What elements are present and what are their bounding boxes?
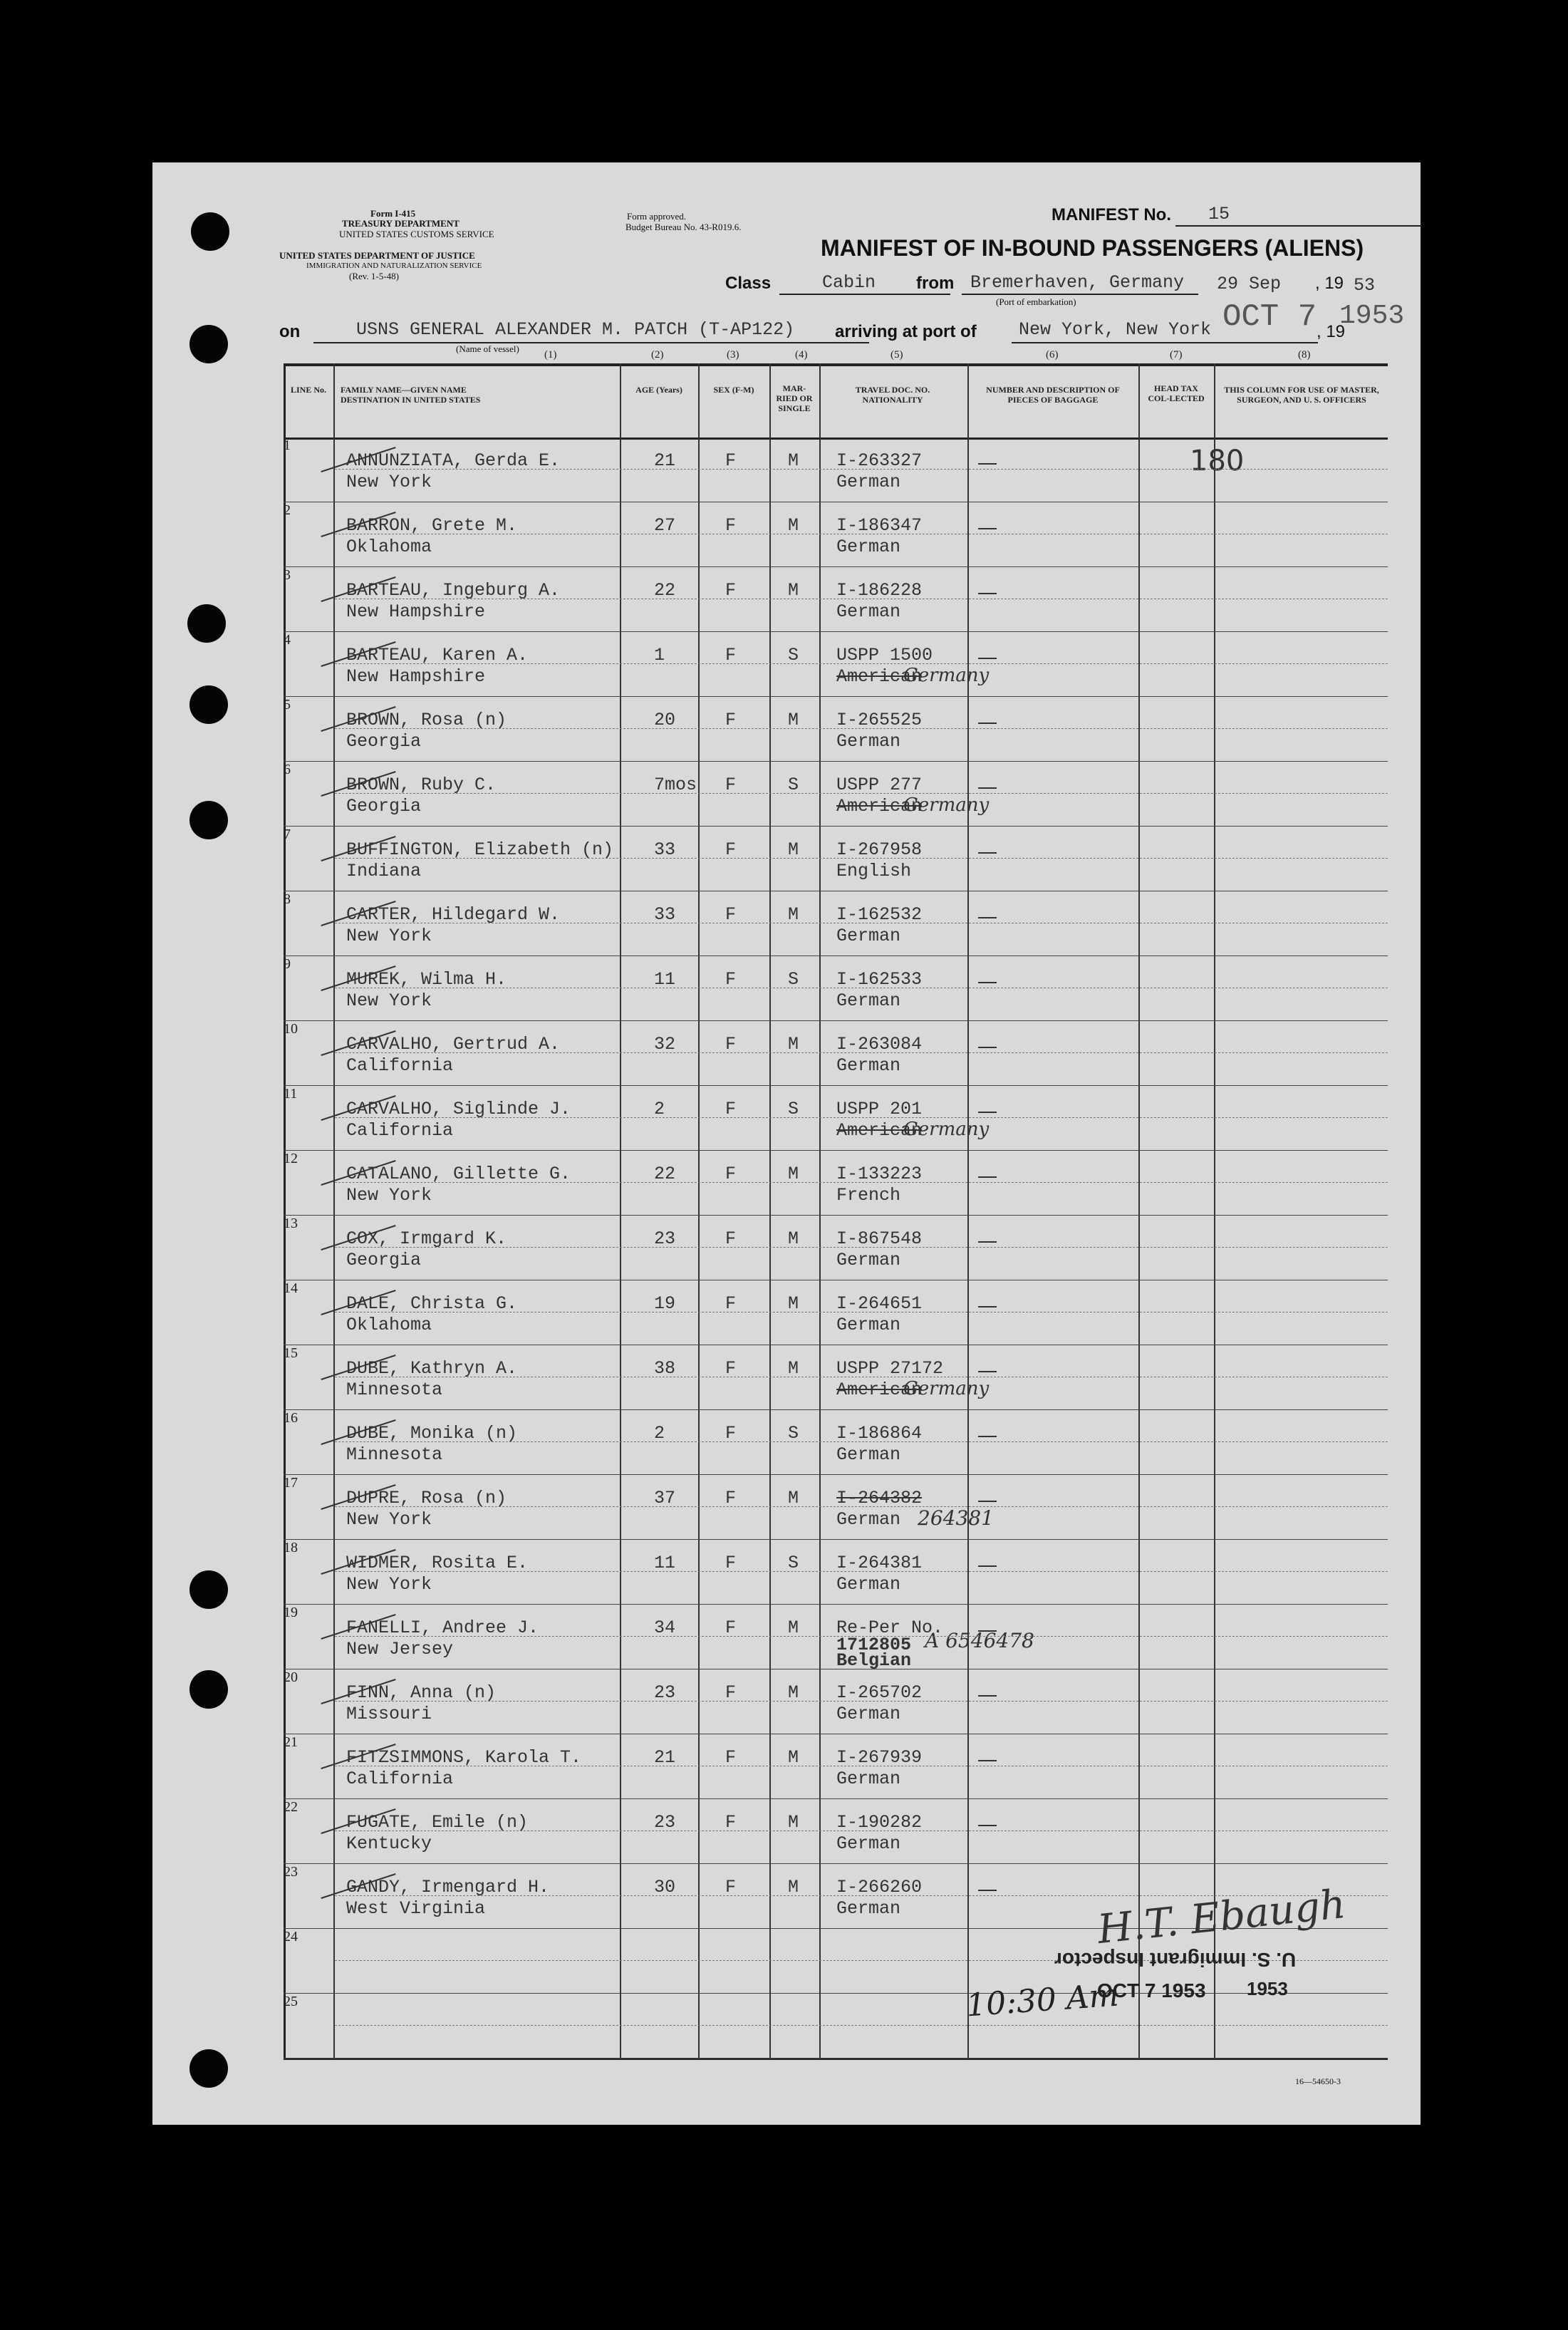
departure-year: 53: [1354, 275, 1376, 296]
doc-correction: 264381: [918, 1506, 994, 1530]
age: 7mos: [654, 775, 697, 795]
col-head-baggage: NUMBER AND DESCRIPTION OF PIECES OF BAGGAGE: [986, 385, 1120, 405]
marital-status: S: [788, 1099, 799, 1119]
table-row: [284, 1021, 1388, 1087]
age: 27: [654, 515, 676, 536]
travel-doc-no-2: 1712805: [836, 1635, 912, 1655]
travel-doc-no: I-265702: [836, 1682, 923, 1703]
nationality: American: [836, 1120, 923, 1141]
travel-doc-no: I-267939: [836, 1747, 923, 1768]
line-number: 9: [284, 956, 291, 972]
age: 34: [654, 1617, 676, 1638]
age: 23: [654, 1682, 676, 1703]
travel-doc-no: I-264382: [836, 1488, 923, 1508]
nationality: German: [836, 601, 901, 622]
baggage-check-mark: [978, 1176, 997, 1178]
destination: West Virginia: [346, 1898, 486, 1919]
destination: New York: [346, 472, 432, 492]
officer-note: 180: [1190, 445, 1245, 477]
marital-status: M: [788, 1812, 799, 1833]
baggage-check-mark: [978, 1371, 997, 1372]
baggage-check-mark: [978, 1565, 997, 1567]
baggage-check-mark: [978, 1501, 997, 1502]
travel-doc-no: I-186864: [836, 1423, 923, 1444]
line-number: 24: [284, 1929, 298, 1945]
destination: New York: [346, 1185, 432, 1206]
col-num-5: (5): [891, 349, 903, 361]
destination: Missouri: [346, 1704, 432, 1724]
marital-status: M: [788, 450, 799, 471]
travel-doc-no: USPP 277: [836, 775, 923, 795]
age: 11: [654, 1553, 676, 1573]
col-head-line: LINE No.: [290, 385, 326, 395]
arriving-label: arriving at port of: [835, 322, 977, 341]
col-head-name: FAMILY NAME—GIVEN NAME DESTINATION IN UNITED STATES: [341, 385, 481, 405]
marital-status: M: [788, 904, 799, 925]
table-row: [284, 1540, 1388, 1605]
age: 22: [654, 580, 676, 601]
destination: Minnesota: [346, 1444, 443, 1465]
age: 33: [654, 839, 676, 860]
age: 23: [654, 1228, 676, 1249]
punch-hole: [189, 2049, 228, 2088]
marital-status: M: [788, 1682, 799, 1703]
inspection-time: 10:30 Am: [965, 1977, 1120, 2024]
punch-hole: [189, 1570, 228, 1609]
line-number: 11: [284, 1086, 298, 1102]
baggage-check-mark: [978, 1890, 997, 1891]
passenger-name: GANDY, Irmengard H.: [346, 1877, 550, 1897]
manifest-no-value: 15: [1175, 204, 1422, 227]
col-head-sex: SEX (F-M): [713, 385, 754, 395]
nationality: German: [836, 1509, 901, 1530]
punch-hole: [191, 212, 229, 251]
passenger-name: WIDMER, Rosita E.: [346, 1553, 529, 1573]
age: 30: [654, 1877, 676, 1897]
table-row: [284, 891, 1388, 957]
marital-status: S: [788, 1423, 799, 1444]
travel-doc-no: USPP 1500: [836, 645, 933, 666]
table-row: [284, 1345, 1388, 1411]
sex: F: [725, 839, 737, 860]
sex: F: [725, 1293, 737, 1314]
marital-status: S: [788, 645, 799, 666]
table-row: [284, 956, 1388, 1022]
table-row: [284, 762, 1388, 827]
line-number: 1: [284, 437, 291, 453]
inspection-year: 1953: [1247, 1978, 1288, 1999]
vessel-caption: (Name of vessel): [456, 343, 519, 354]
nationality-correction: Germany: [903, 1119, 990, 1140]
nationality: German: [836, 731, 901, 752]
line-number: 12: [284, 1151, 298, 1166]
baggage-check-mark: [978, 1825, 997, 1826]
travel-doc-no: I-263084: [836, 1034, 923, 1055]
destination: Indiana: [346, 861, 422, 881]
line-number: 16: [284, 1410, 298, 1426]
baggage-check-mark: [978, 1047, 997, 1048]
line-number: 10: [284, 1021, 298, 1037]
nationality-correction: Germany: [903, 1378, 990, 1399]
passenger-name: FUGATE, Emile (n): [346, 1812, 529, 1833]
marital-status: S: [788, 1553, 799, 1573]
marital-status: S: [788, 775, 799, 795]
passenger-name: CARVALHO, Siglinde J.: [346, 1099, 571, 1119]
baggage-check-mark: [978, 1241, 997, 1243]
sex: F: [725, 1877, 737, 1897]
line-number: 4: [284, 632, 291, 648]
travel-doc-no: I-133223: [836, 1164, 923, 1184]
budget-bureau: Budget Bureau No. 43-R019.6.: [625, 222, 742, 232]
passenger-name: BUFFINGTON, Elizabeth (n): [346, 839, 614, 860]
marital-status: M: [788, 1877, 799, 1897]
sex: F: [725, 775, 737, 795]
age: 11: [654, 969, 676, 990]
nationality: German: [836, 472, 901, 492]
marital-status: M: [788, 839, 799, 860]
line-number: 25: [284, 1994, 298, 2009]
nationality: American: [836, 796, 923, 817]
nationality: German: [836, 1055, 901, 1076]
sex: F: [725, 1164, 737, 1184]
baggage-check-mark: [978, 1436, 997, 1437]
inspection-date-stamp: OCT 7 1953: [1097, 1979, 1206, 2002]
age: 20: [654, 710, 676, 730]
baggage-check-mark: [978, 1695, 997, 1697]
baggage-check-mark: [978, 852, 997, 854]
nationality: German: [836, 1250, 901, 1270]
passenger-name: FANELLI, Andree J.: [346, 1617, 539, 1638]
line-number: 7: [284, 827, 291, 842]
line-number: 15: [284, 1345, 298, 1361]
sex: F: [725, 1358, 737, 1379]
age: 23: [654, 1812, 676, 1833]
class-label: Class: [725, 274, 772, 293]
manifest-no-label: MANIFEST No.: [1052, 205, 1171, 224]
table-row: [284, 1280, 1388, 1346]
table-row: [284, 1994, 1388, 2059]
travel-doc-no: I-190282: [836, 1812, 923, 1833]
age: 2: [654, 1423, 665, 1444]
age: 38: [654, 1358, 676, 1379]
sex: F: [725, 1228, 737, 1249]
sex: F: [725, 1488, 737, 1508]
nationality: German: [836, 1315, 901, 1335]
travel-doc-no: I-264651: [836, 1293, 923, 1314]
line-number: 3: [284, 567, 291, 583]
baggage-check-mark: [978, 1630, 997, 1632]
nationality: German: [836, 1444, 901, 1465]
table-row: [284, 827, 1388, 892]
class-value: Cabin: [779, 272, 950, 295]
col-head-age: AGE (Years): [635, 385, 682, 395]
customs-service: UNITED STATES CUSTOMS SERVICE: [339, 229, 494, 239]
form-number: Form I-415: [370, 208, 416, 219]
sex: F: [725, 904, 737, 925]
age: 37: [654, 1488, 676, 1508]
sex: F: [725, 1099, 737, 1119]
age: 2: [654, 1099, 665, 1119]
line-number: 19: [284, 1605, 298, 1620]
marital-status: M: [788, 1617, 799, 1638]
passenger-name: FINN, Anna (n): [346, 1682, 497, 1703]
travel-doc-no: I-186228: [836, 580, 923, 601]
nationality: German: [836, 1769, 901, 1789]
sex: F: [725, 580, 737, 601]
passenger-name: BARTEAU, Ingeburg A.: [346, 580, 561, 601]
age: 1: [654, 645, 665, 666]
sex: F: [725, 1034, 737, 1055]
line-number: 21: [284, 1734, 298, 1750]
punch-hole: [189, 685, 228, 724]
passenger-name: CARTER, Hildegard W.: [346, 904, 561, 925]
passenger-name: CATALANO, Gillette G.: [346, 1164, 571, 1184]
table-row: [284, 437, 1388, 503]
col-num-4: (4): [795, 349, 808, 361]
passenger-name: MUREK, Wilma H.: [346, 969, 507, 990]
line-number: 5: [284, 697, 291, 713]
arrival-year-stamp: 1953: [1339, 301, 1405, 331]
manifest-title: MANIFEST OF IN-BOUND PASSENGERS (ALIENS): [821, 235, 1364, 261]
line-number: 6: [284, 762, 291, 777]
destination: New York: [346, 926, 432, 946]
col-num-7: (7): [1170, 349, 1183, 361]
destination: Georgia: [346, 1250, 422, 1270]
ins-service: IMMIGRATION AND NATURALIZATION SERVICE: [306, 262, 482, 270]
destination: New York: [346, 1509, 432, 1530]
revision: (Rev. 1-5-48): [349, 271, 399, 281]
col-num-8: (8): [1298, 349, 1311, 361]
nationality: French: [836, 1185, 901, 1206]
destination: California: [346, 1055, 454, 1076]
col-num-1: (1): [544, 349, 557, 361]
col-num-2: (2): [651, 349, 664, 361]
passenger-name: BARRON, Grete M.: [346, 515, 518, 536]
baggage-check-mark: [978, 658, 997, 659]
year-prefix: , 19: [1315, 274, 1344, 293]
travel-doc-no: I-267958: [836, 839, 923, 860]
line-number: 17: [284, 1475, 298, 1491]
nationality: German: [836, 537, 901, 557]
sex: F: [725, 710, 737, 730]
destination: California: [346, 1769, 454, 1789]
table-row: [284, 1475, 1388, 1541]
passenger-table: [284, 349, 1388, 2059]
marital-status: M: [788, 1358, 799, 1379]
justice-dept: UNITED STATES DEPARTMENT OF JUSTICE: [279, 250, 475, 261]
marital-status: M: [788, 1747, 799, 1768]
baggage-check-mark: [978, 917, 997, 918]
table-row: [284, 567, 1388, 633]
sex: F: [725, 1682, 737, 1703]
destination: California: [346, 1120, 454, 1141]
inspector-stamp: U. S. Immigrant Inspector: [1054, 1949, 1297, 1971]
marital-status: M: [788, 1228, 799, 1249]
passenger-name: DUBE, Kathryn A.: [346, 1358, 518, 1379]
vessel-name: USNS GENERAL ALEXANDER M. PATCH (T-AP122): [313, 319, 869, 343]
line-number: 14: [284, 1280, 298, 1296]
marital-status: M: [788, 1293, 799, 1314]
travel-doc-no: I-264381: [836, 1553, 923, 1573]
passenger-name: BROWN, Rosa (n): [346, 710, 507, 730]
age: 22: [654, 1164, 676, 1184]
nationality: Belgian: [836, 1650, 912, 1671]
marital-status: M: [788, 1488, 799, 1508]
nationality: German: [836, 990, 901, 1011]
travel-doc-no: I-162532: [836, 904, 923, 925]
line-number: 18: [284, 1540, 298, 1555]
sex: F: [725, 969, 737, 990]
destination: New Jersey: [346, 1639, 454, 1660]
on-label: on: [279, 322, 301, 341]
passenger-name: ANNUNZIATA, Gerda E.: [346, 450, 561, 471]
travel-doc-no: I-266260: [836, 1877, 923, 1897]
travel-doc-no: Re-Per No.: [836, 1617, 944, 1638]
arrival-date-stamp: OCT 7: [1222, 299, 1317, 335]
passenger-name: DUBE, Monika (n): [346, 1423, 518, 1444]
line-number: 8: [284, 891, 291, 907]
nationality-correction: Germany: [903, 665, 990, 686]
travel-doc-no: I-186347: [836, 515, 923, 536]
age: 21: [654, 1747, 676, 1768]
travel-doc-no: I-263327: [836, 450, 923, 471]
nationality: German: [836, 1833, 901, 1854]
departure-date: 29 Sep: [1217, 274, 1282, 294]
treasury-dept: TREASURY DEPARTMENT: [342, 218, 460, 229]
year-prefix-2: , 19: [1317, 322, 1346, 341]
baggage-check-mark: [978, 1112, 997, 1113]
table-row: [284, 697, 1388, 762]
baggage-check-mark: [978, 593, 997, 594]
nationality: German: [836, 1898, 901, 1919]
marital-status: M: [788, 1034, 799, 1055]
arrival-port: New York, New York: [1012, 319, 1318, 343]
punch-hole: [189, 325, 228, 363]
nationality: English: [836, 861, 912, 881]
doc-correction: A 6546478: [925, 1629, 1034, 1652]
passenger-name: CARVALHO, Gertrud A.: [346, 1034, 561, 1055]
travel-doc-no: USPP 27172: [836, 1358, 944, 1379]
age: 19: [654, 1293, 676, 1314]
table-row: [284, 502, 1388, 568]
nationality: American: [836, 666, 923, 687]
col-num-3: (3): [727, 349, 739, 361]
destination: New Hampshire: [346, 666, 486, 687]
punch-hole: [189, 1670, 228, 1709]
sex: F: [725, 1617, 737, 1638]
destination: New Hampshire: [346, 601, 486, 622]
marital-status: M: [788, 580, 799, 601]
travel-doc-no: I-867548: [836, 1228, 923, 1249]
table-row: [284, 632, 1388, 698]
punch-hole: [189, 801, 228, 839]
destination: New York: [346, 990, 432, 1011]
col-head-married: MAR-RIED OR SINGLE: [776, 383, 813, 413]
baggage-check-mark: [978, 1306, 997, 1308]
table-row: [284, 1410, 1388, 1476]
passenger-name: DUPRE, Rosa (n): [346, 1488, 507, 1508]
sex: F: [725, 1747, 737, 1768]
nationality: American: [836, 1379, 923, 1400]
sex: F: [725, 450, 737, 471]
table-row: [284, 1605, 1388, 1670]
sex: F: [725, 645, 737, 666]
marital-status: M: [788, 1164, 799, 1184]
line-number: 2: [284, 502, 291, 518]
baggage-check-mark: [978, 723, 997, 724]
passenger-name: BROWN, Ruby C.: [346, 775, 497, 795]
form-approved: Form approved.: [627, 211, 687, 222]
sex: F: [725, 1553, 737, 1573]
table-row: [284, 1799, 1388, 1865]
nationality: German: [836, 1704, 901, 1724]
baggage-check-mark: [978, 1760, 997, 1761]
destination: Oklahoma: [346, 1315, 432, 1335]
destination: Minnesota: [346, 1379, 443, 1400]
line-number: 13: [284, 1216, 298, 1231]
marital-status: M: [788, 515, 799, 536]
travel-doc-no: I-162533: [836, 969, 923, 990]
table-row: [284, 1151, 1388, 1216]
line-number: 20: [284, 1669, 298, 1685]
port-caption: (Port of embarkation): [996, 296, 1076, 307]
marital-status: M: [788, 710, 799, 730]
age: 21: [654, 450, 676, 471]
age: 32: [654, 1034, 676, 1055]
sex: F: [725, 1423, 737, 1444]
line-number: 22: [284, 1799, 298, 1815]
col-head-tax: HEAD TAX COL-LECTED: [1148, 383, 1205, 403]
passenger-name: FITZSIMMONS, Karola T.: [346, 1747, 582, 1768]
destination: Kentucky: [346, 1833, 432, 1854]
passenger-name: COX, Irmgard K.: [346, 1228, 507, 1249]
baggage-check-mark: [978, 982, 997, 983]
col-head-officers: THIS COLUMN FOR USE OF MASTER, SURGEON, AND U. S. OFFICERS: [1224, 385, 1379, 405]
travel-doc-no: I-265525: [836, 710, 923, 730]
age: 33: [654, 904, 676, 925]
nationality: German: [836, 1574, 901, 1595]
col-num-6: (6): [1046, 349, 1059, 361]
table-row: [284, 1216, 1388, 1281]
from-label: from: [916, 274, 955, 293]
destination: Georgia: [346, 731, 422, 752]
marital-status: S: [788, 969, 799, 990]
inspector-signature: H.T. Ebaugh: [1095, 1880, 1348, 1954]
punch-hole: [187, 604, 226, 643]
table-row: [284, 1734, 1388, 1800]
destination: New York: [346, 1574, 432, 1595]
sex: F: [725, 515, 737, 536]
footer-code: 16—54650-3: [1295, 2076, 1341, 2086]
nationality-correction: Germany: [903, 794, 990, 816]
passenger-name: DALE, Christa G.: [346, 1293, 518, 1314]
destination: Georgia: [346, 796, 422, 817]
baggage-check-mark: [978, 787, 997, 789]
baggage-check-mark: [978, 463, 997, 465]
table-row: [284, 1086, 1388, 1151]
passenger-name: BARTEAU, Karen A.: [346, 645, 529, 666]
from-value: Bremerhaven, Germany: [962, 272, 1198, 295]
table-row: [284, 1669, 1388, 1735]
travel-doc-no: USPP 201: [836, 1099, 923, 1119]
col-head-doc: TRAVEL DOC. NO. NATIONALITY: [855, 385, 930, 405]
baggage-check-mark: [978, 528, 997, 529]
sex: F: [725, 1812, 737, 1833]
line-number: 23: [284, 1864, 298, 1880]
nationality: German: [836, 926, 901, 946]
destination: Oklahoma: [346, 537, 432, 557]
